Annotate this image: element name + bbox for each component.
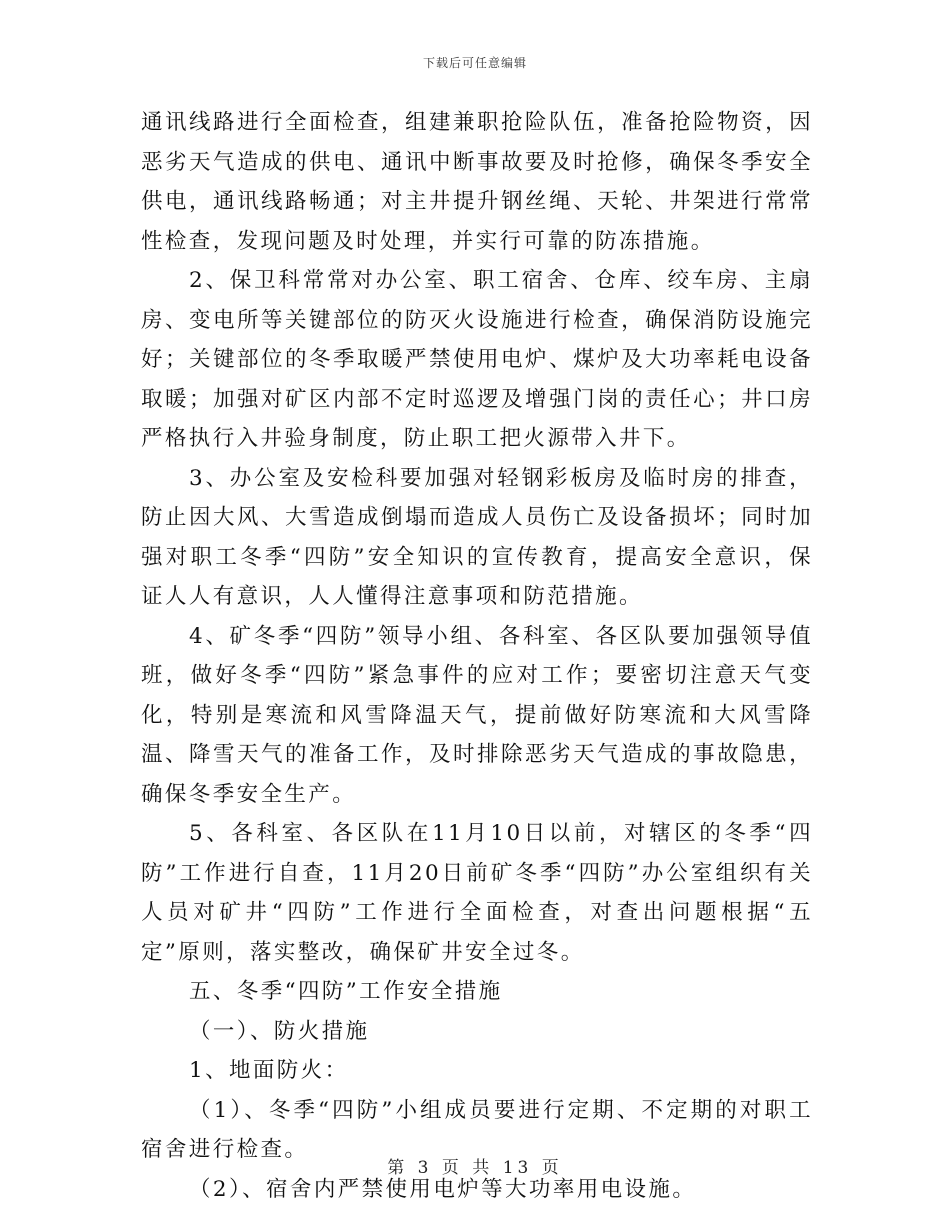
paragraph-continuation: 通讯线路进行全面检查，组建兼职抢险队伍，准备抢险物资，因恶劣天气造成的供电、通讯中断事故要及时抢修，确保冬季安全供电，通讯线路畅通；对主井提升钢丝绳、天轮、井架进行常常性检查，发现问题及时处理，并实行可靠的防冻措施。 bbox=[141, 110, 813, 254]
sub-item-2: （2）、宿舍内严禁使用电炉等大功率用电设施。 bbox=[189, 1176, 697, 1202]
paragraph-item-2: 2、保卫科常常对办公室、职工宿舍、仓库、绞车房、主扇房、变电所等关键部位的防灭火设施进行检查，确保消防设施完好；关键部位的冬季取暖严禁使用电炉、煤炉及大功率耗电设备取暖；加强对矿区内部不定时巡逻及增强门岗的责任心；井口房严格执行入井验身制度，防止职工把火源带入井下。 bbox=[141, 268, 813, 451]
page-header: 下载后可任意编辑 bbox=[422, 56, 527, 70]
section-heading: 五、冬季“四防”工作安全措施 bbox=[189, 979, 503, 1004]
paragraph-item-5: 5、各科室、各区队在11月10日以前，对辖区的冬季“四防”工作进行自查，11月20日前矿冬季“四防”办公室组织有关人员对矿井“四防”工作进行全面检查，对查出问题根据“五定”原则，落实整改，确保矿井安全过冬。 bbox=[141, 821, 813, 965]
sub-item-heading: 1、地面防火： bbox=[189, 1058, 349, 1083]
document-body bbox=[141, 103, 813, 1209]
paragraph-item-3: 3、办公室及安检科要加强对轻钢彩板房及临时房的排查，防止因大风、大雪造成倒塌而造成人员伤亡及设备损坏；同时加强对职工冬季“四防”安全知识的宣传教育，提高安全意识，保证人人有意识，人人懂得注意事项和防范措施。 bbox=[141, 465, 813, 609]
subsection-heading: （一）、防火措施 bbox=[189, 1018, 370, 1044]
sub-item-1: （1）、冬季“四防”小组成员要进行定期、不定期的对职工宿舍进行检查。 bbox=[141, 1097, 813, 1162]
paragraph-item-4: 4、矿冬季“四防”领导小组、各科室、各区队要加强领导值班，做好冬季“四防”紧急事件的应对工作；要密切注意天气变化，特别是寒流和风雪降温天气，提前做好防寒流和大风雪降温、降雪天气的准备工作，及时排除恶劣天气造成的事故隐患，确保冬季安全生产。 bbox=[141, 623, 813, 807]
page-footer: 第 3 页 共 13 页 bbox=[387, 1158, 563, 1178]
